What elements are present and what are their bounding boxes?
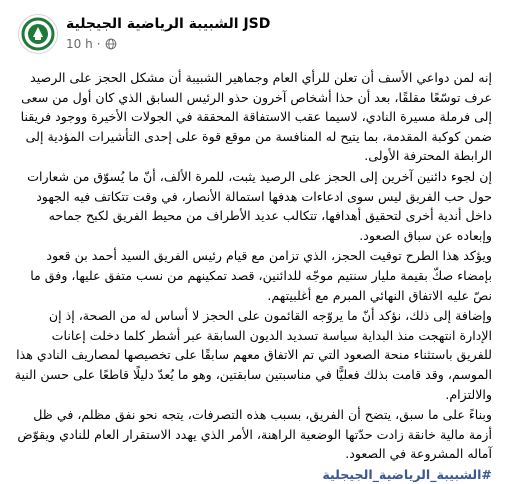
post-paragraph-1: إنه لمن دواعي الأسف أن تعلن للرأي العام وجماهير الشبيبة أن مشكل الحجز على الرصيد عرف توسّعًا مقلقًا، بعد أن حذا أشخاص آخرون حذو الرئيس السابق الذي كان أول من سعى إلى فرملة مسيرة النادي، لاسيما عقب الاستفاقة المحققة في الجولات الأخيرة ووجود فريقنا ضمن كوكبة المقدمة، بما يتيح له المنافسة من موقع قوة على إحدى التأشيرات المؤدية إلى الرابطة المحترفة الأولى. [20, 70, 492, 164]
page-name[interactable] [66, 16, 270, 32]
post-paragraph-2: إن لجوء دائنين آخرين إلى الحجز على الرصيد يثبت، للمرة الألف، أنّ ما يُسوّق من شعارات حول حب الفريق ليس سوى ادعاءات هدفها استمالة الأنصار، في وقت تتكاتف فيه الجهود داخل أندية أخرى لتحقيق أهدافها، تتكالب عديد الأطراف من محيط الفريق لكبح جماحه وإبعاده عن سباق الصعود. [27, 168, 492, 243]
meta-separator: · [96, 37, 101, 51]
page-name-secondary: الشبيبة الرياضية الجيجلية [66, 16, 239, 32]
hashtag-link[interactable]: #الشبيبة_الرياضية_الجيجلية [322, 466, 492, 482]
post-text [12, 68, 494, 484]
club-crest-icon [19, 15, 57, 53]
post-paragraph-3: ويؤكد هذا الطرح توقيت الحجز، الذي تزامن مع قيام رئيس الفريق السيد أحمد بن قعود بإمضاء صكّ بقيمة مليار سنتيم موجّه للدائنين، قصد تمكينهم من نسب متفق عليها، وفق ما نصّ عليه الاتفاق النهائي المبرم مع أغلبيتهم. [30, 248, 492, 303]
post-paragraph-5: وبناءً على ما سبق، يتضح أن الفريق، بسبب هذه التصرفات، يتجه نحو نفق مظلم، في ظل أزمة مالية خانقة زادت حدّتها الوضعية الراهنة، الأمر الذي يهدد الاستقرار العام للنادي ويقوّض آماله المشروعة في الصعود. [17, 407, 492, 462]
post-time[interactable]: 10 h [66, 37, 93, 51]
page-avatar[interactable] [18, 14, 58, 54]
post-header [12, 10, 494, 56]
post-paragraph-4: وإضافة إلى ذلك، نؤكد أنّ ما يروّجه القائمون على الحجز لا أساس له من الصحة، إذ إن الإدارة انتهجت منذ البداية سياسة تسديد الديون السابقة عبر أشطر كلما دخلت إعانات للفريق باستثناء منحة الصعود التي تم الاتفاق معهم سابقًا على تخصيصها لمصاريف النادي هذا الموسم، وقد قامت بذلك فعليًّا في مناسبتين سابقتين، وهو ما يُعدّ دليلًا قاطعًا على حسن النية والالتزام. [14, 308, 492, 402]
post-meta [66, 37, 117, 51]
page-name-primary: JSD [243, 16, 271, 32]
globe-icon [105, 38, 117, 50]
